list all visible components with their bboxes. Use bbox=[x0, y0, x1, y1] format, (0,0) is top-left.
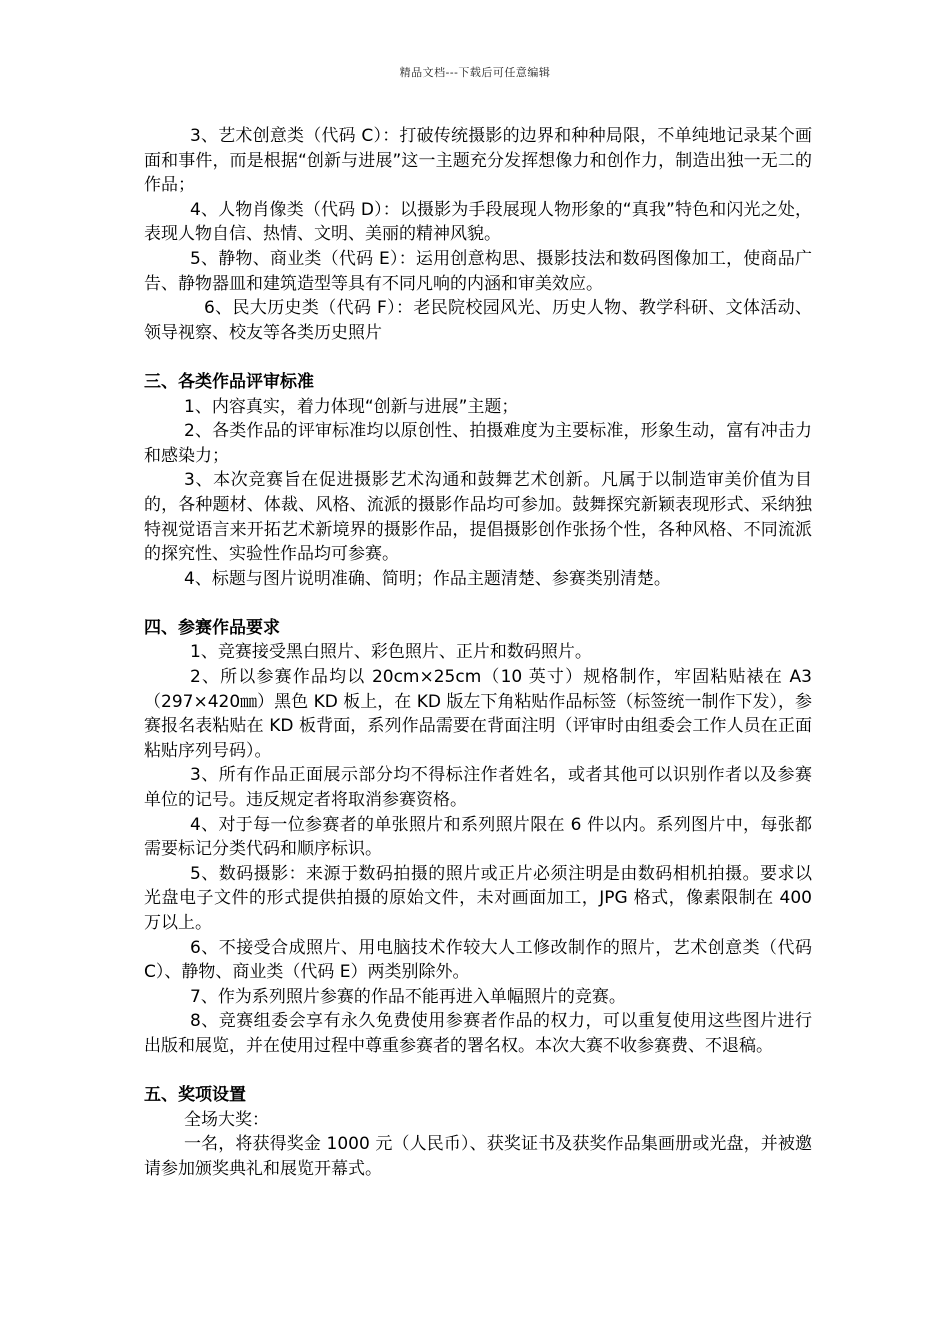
paragraph: 3、所有作品正面展示部分均不得标注作者姓名，或者其他可以识别作者以及参赛单位的记号。违反规定者将取消参赛资格。 bbox=[144, 765, 812, 811]
document-body bbox=[144, 124, 812, 1182]
paragraph: 8、竞赛组委会享有永久免费使用参赛者作品的权力，可以重复使用这些图片进行出版和展览，并在使用过程中尊重参赛者的署名权。本次大赛不收参赛费、不退稿。 bbox=[144, 1011, 812, 1056]
section-heading: 三、各类作品评审标准 bbox=[144, 371, 314, 392]
paragraph: 4、人物肖像类（代码 D）：以摄影为手段展现人物形象的“真我”特色和闪光之处，表现人物自信、热情、文明、美丽的精神风貌。 bbox=[144, 199, 812, 245]
paragraph: 6、不接受合成照片、用电脑技术作较大人工修改制作的照片，艺术创意类（代码 C）、静物、商业类（代码 E）两类别除外。 bbox=[144, 937, 812, 983]
section-heading: 五、奖项设置 bbox=[144, 1085, 246, 1106]
section-heading: 四、参赛作品要求 bbox=[144, 617, 280, 638]
paragraph: 6、民大历史类（代码 F）：老民院校园风光、历史人物、教学科研、文体活动、领导视察、校友等各类历史照片 bbox=[144, 298, 812, 343]
page-header: 精品文档---下载后可任意编辑 bbox=[399, 66, 551, 79]
paragraph: 2、所以参赛作品均以 20cm×25cm（10 英寸）规格制作，牢固粘贴裱在 A3（297×420㎜）黑色 KD 板上，在 KD 版左下角粘贴作品标签（标签统一制作下发），参赛报名表粘贴在 KD 板背面，系列作品需要在背面注明（评审时由组委会工作人员在正面粘贴序列号码）。 bbox=[144, 667, 812, 761]
paragraph: 一名，将获得奖金 1000 元（人民币）、获奖证书及获奖作品集画册或光盘，并被邀请参加颁奖典礼和展览开幕式。 bbox=[144, 1134, 812, 1179]
paragraph: 全场大奖： bbox=[184, 1109, 269, 1130]
paragraph: 3、艺术创意类（代码 C）：打破传统摄影的边界和种种局限，不单纯地记录某个画面和事件，而是根据“创新与进展”这一主题充分发挥想像力和创作力，制造出独一无二的作品； bbox=[144, 126, 812, 196]
paragraph: 5、静物、商业类（代码 E）：运用创意构思、摄影技法和数码图像加工，使商品广告、静物器皿和建筑造型等具有不同凡响的内涵和审美效应。 bbox=[144, 248, 812, 294]
paragraph: 4、标题与图片说明准确、简明；作品主题清楚、参赛类别清楚。 bbox=[184, 568, 671, 589]
paragraph: 4、对于每一位参赛者的单张照片和系列照片限在 6 件以内。系列图片中，每张都需要标记分类代码和顺序标识。 bbox=[144, 814, 812, 860]
paragraph: 2、各类作品的评审标准均以原创性、拍摄难度为主要标准，形象生动，富有冲击力和感染力； bbox=[144, 421, 812, 466]
paragraph: 1、竞赛接受黑白照片、彩色照片、正片和数码照片。 bbox=[190, 642, 592, 663]
paragraph: 3、本次竞赛旨在促进摄影艺术沟通和鼓舞艺术创新。凡属于以制造审美价值为目的，各种题材、体裁、风格、流派的摄影作品均可参加。鼓舞探究新颖表现形式、采纳独特视觉语言来开拓艺术新境界的摄影作品，提倡摄影创作张扬个性，各种风格、不同流派的探究性、实验性作品均可参赛。 bbox=[144, 470, 812, 565]
paragraph: 7、作为系列照片参赛的作品不能再进入单幅照片的竞赛。 bbox=[190, 986, 626, 1007]
paragraph: 5、数码摄影：来源于数码拍摄的照片或正片必须注明是由数码相机拍摄。要求以光盘电子文件的形式提供拍摄的原始文件，未对画面加工，JPG 格式，像素限制在 400 万以上。 bbox=[144, 863, 812, 933]
paragraph: 1、内容真实，着力体现“创新与进展”主题； bbox=[184, 396, 519, 417]
